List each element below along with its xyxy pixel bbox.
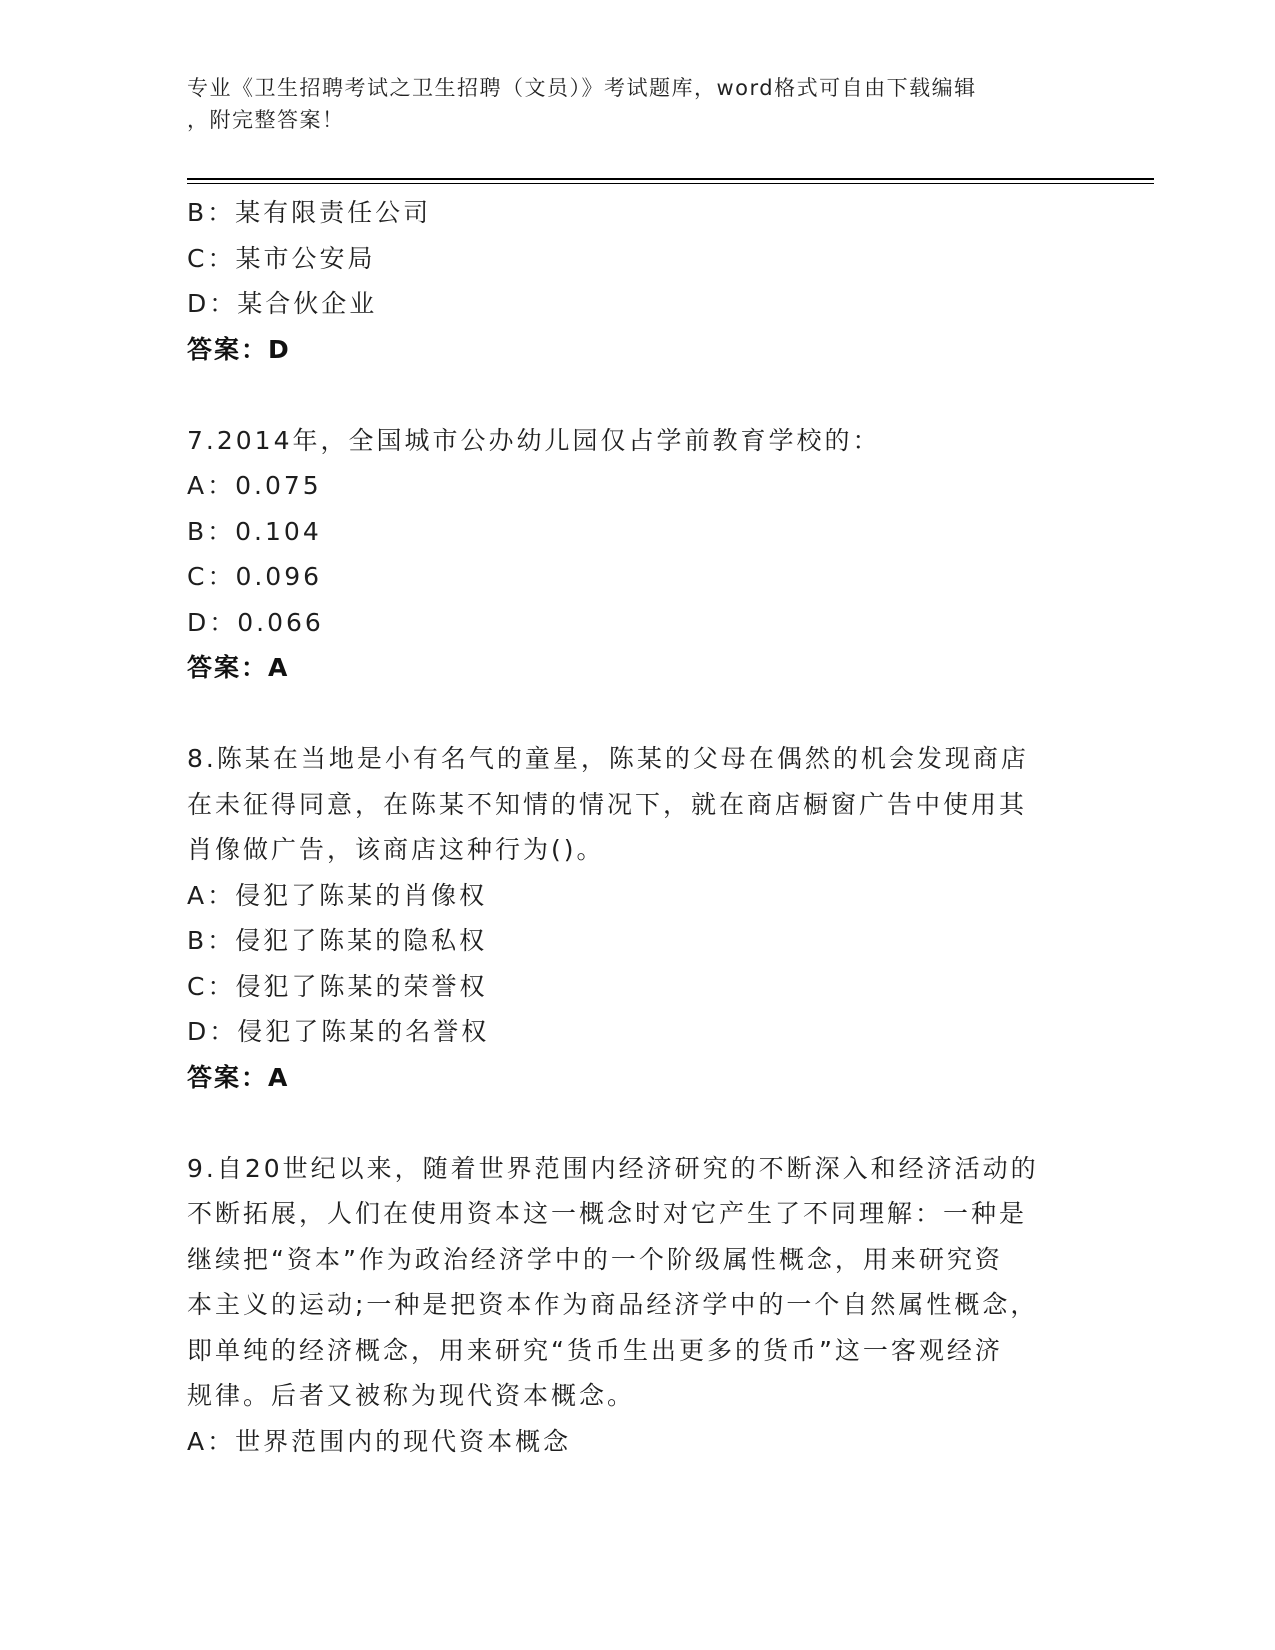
question-6-answer: 答案：D: [187, 334, 291, 364]
header-line-1: 专业《卫生招聘考试之卫生招聘（文员）》考试题库，word格式可自由下载编辑: [187, 76, 977, 100]
question-7-option-c: C：0.096: [187, 562, 323, 591]
question-7-answer: 答案：A: [187, 653, 290, 682]
question-9-stem-line-1: 9.自20世纪以来，随着世界范围内经济研究的不断深入和经济活动的: [187, 1153, 1039, 1183]
question-8-option-c: C：侵犯了陈某的荣誉权: [187, 971, 488, 1001]
question-6-option-b: B：某有限责任公司: [187, 198, 432, 227]
question-9: [187, 1146, 1087, 1465]
question-9-stem-line-6: 规律。后者又被称为现代资本概念。: [187, 1381, 636, 1410]
spacer: [187, 372, 1087, 418]
question-8-answer: 答案：A: [187, 1062, 290, 1092]
question-8-stem-line-2: 在未征得同意，在陈某不知情的情况下，就在商店橱窗广告中使用其: [187, 789, 1028, 819]
question-9-stem-line-4: 本主义的运动;一种是把资本作为商品经济学中的一个自然属性概念，: [187, 1290, 1039, 1319]
question-9-stem-line-3: 继续把“资本”作为政治经济学中的一个阶级属性概念，用来研究资: [187, 1244, 1003, 1274]
question-8-option-d: D：侵犯了陈某的名誉权: [187, 1017, 490, 1046]
header-divider-thin: [187, 183, 1154, 184]
question-6-option-c: C：某市公安局: [187, 243, 376, 273]
question-6-option-d: D：某合伙企业: [187, 289, 378, 318]
question-7-stem: 7.2014年，全国城市公办幼儿园仅占学前教育学校的：: [187, 425, 881, 455]
header-line-2: ，附完整答案！: [187, 108, 345, 132]
spacer: [187, 691, 1087, 737]
question-8-stem-line-1: 8.陈某在当地是小有名气的童星，陈某的父母在偶然的机会发现商店: [187, 744, 1029, 773]
question-8-stem-line-3: 肖像做广告，该商店这种行为()。: [187, 835, 605, 864]
question-list: [187, 190, 1087, 1464]
question-7-option-a: A：0.075: [187, 471, 322, 500]
spacer: [187, 1100, 1087, 1146]
question-9-stem-line-2: 不断拓展，人们在使用资本这一概念时对它产生了不同理解：一种是: [187, 1199, 1028, 1228]
question-7: [187, 418, 1087, 691]
question-8-option-b: B：侵犯了陈某的隐私权: [187, 926, 488, 955]
question-9-option-a: A：世界范围内的现代资本概念: [187, 1426, 572, 1456]
question-7-option-b: B：0.104: [187, 516, 322, 546]
question-8: [187, 736, 1087, 1100]
question-7-option-d: D：0.066: [187, 607, 324, 637]
question-9-stem-line-5: 即单纯的经济概念，用来研究“货币生出更多的货币”这一客观经济: [187, 1335, 1003, 1365]
header-divider-thick: [187, 178, 1154, 180]
document-header: [187, 72, 1087, 136]
question-8-option-a: A：侵犯了陈某的肖像权: [187, 880, 488, 910]
question-6: [187, 190, 1087, 372]
